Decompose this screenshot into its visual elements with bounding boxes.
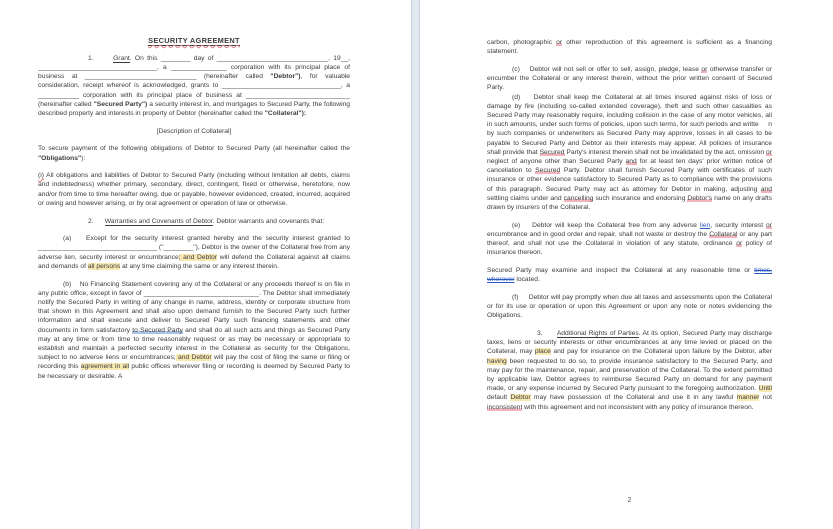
paragraph-inspection: Secured Party may examine and inspect the Collateral at any reasonable time or times, wherever located.	[487, 266, 772, 284]
paragraph-grant: 1. Grant. On this ________ day of ______________________________, 19__, ________________________________, a _______________ corporation with its principal place of business at ______________________________ (hereinafter called "Debtor"), for valuable consideration, receipt whereof is acknowledged, grants to ________________________________, a ___________ corporation with its principal place of business at ____________________________ (hereinafter called "Secured Party") a security interest in, and mortgages to Secured Party, the following described property and interests in property of Debtor (hereinafter called the "Collateral"):	[38, 54, 351, 117]
paragraph-obligations-intro: To secure payment of the following obligations of Debtor to Secured Party (all hereinafter called the "Obligations"):	[38, 145, 350, 162]
page-gutter	[411, 0, 420, 529]
paragraph-covenant-c: (c) Debtor will not sell or offer to sell, assign, pledge, lease or otherwise transfer or encumber the Collateral or any interest therein, without the prior written consent of Secured Party.	[487, 65, 773, 92]
document-page-1	[38, 0, 350, 529]
paragraph-warranties-heading: 2. Warranties and Covenants of Debtor. Debtor warrants and covenants that:	[88, 217, 325, 225]
paragraph-covenant-f: (f) Debtor will pay promptly when due all taxes and assessments upon the Collateral or for its use or operation or upon this Agreement or upon any note or notes evidencing the Obligations.	[487, 293, 772, 320]
document-title: SECURITY AGREEMENT	[148, 36, 240, 45]
paragraph-warranty-b: (b) No Financing Statement covering any of the Collateral or any proceeds thereof is on file in any public office, except in favor of _______________________________. The Debtor shall immediately notify the Secured Party in writing of any change in name, address, identity or corporate structure from that shown in this Agreement and shall also upon demand furnish to the Secured Party such further information and shall execute and deliver to Secured Party such financing statements and other documents in form satisfactory to Secured Party and shall do all such acts and things as Secured Party may at any time or from time to time reasonably request or as may be necessary or appropriate to establish and maintain a perfected security interest in the Collateral as security for the Obligations, subject to no adverse liens or encumbrances; and Debtor will pay the cost of filing the same or filing or recording this agreement in all public offices wherever filing or recording is deemed by Secured Party to be necessary or desirable. A	[38, 280, 351, 380]
paragraph-carbon-continuation: carbon, photographic or other reproduction of this agreement is sufficient as a financing statement.	[487, 39, 772, 56]
page-number: 2	[627, 497, 632, 504]
document-page-2	[487, 0, 772, 529]
paragraph-covenant-d: (d) Debtor shall keep the Collateral at all times insured against risks of loss or damage by fire (including so-called extended coverage), theft and such other casualties as Secured Party may reasonably require, including collision in the case of any motor vehicles, all in such amounts, under such forms of policies, upon such terms, for such periods and writte n by such companies or underwriters as Secured Party may approve, losses in all cases to be payable to Secured Party and Debtor as their interests may appear. All policies of insurance shall provide that Secured Party's interest therein shall not be invalidated by the act, omission or neglect of anyone other than Secured Party and for at least ten days' prior written notice of cancellation to Secured Party. Debtor shall furnish Secured Party with certificates of such insurance or other evidence satisfactory to Secured Party as to compliance with the provisions of this paragraph. Secured Party may act as attorney for Debtor in making, adjusting and settling claims under and cancelling such insurance and endorsing Debtor's name on any drafts drawn by insurers of the Collateral.	[487, 93, 773, 211]
collateral-description-placeholder: [Description of Collateral]	[156, 127, 232, 135]
paragraph-additional-rights: 3. Additional Rights of Parties. At its option, Secured Party may discharge taxes, liens or security interests or other encumbrances at any time levied or placed on the Collateral, may place and pay for insurance on the Collateral upon failure by the Debtor, after having been requested to do so, to provide insurance satisfactory to the Secured Party, and may pay for the maintenance, repair, and preservation of the Collateral. To the extent permitted by applicable law, Debtor agrees to reimburse Secured Party on demand for any payment made, or any expense incurred by Secured Party pursuant to the foregoing authorization. Until default Debtor may have possession of the Collateral and use it in any lawful manner not inconsistent with this agreement and not inconsistent with any policy of insurance thereon.	[487, 329, 773, 411]
paragraph-covenant-e: (e) Debtor will keep the Collateral free from any adverse lien, security interest or encumbrance and in good order and repair, shall not waste or destroy the Collateral or any part thereof, and shall not use the Collateral in violation of any statute, ordinance or policy of insurance thereon.	[487, 221, 773, 257]
paragraph-obligations-i: (i) All obligations and liabilities of Debtor to Secured Party (including without limitation all debts, claims and indebtedness) whether primary, secondary, direct, contingent, fixed or otherwise, heretofore, now and/or from time to time hereafter owing, due or payable, however evidenced, created, incurred, acquired or owing and however arising, or by oral agreement or operation of law or otherwise.	[38, 172, 350, 207]
paragraph-warranty-a: (a) Except for the security interest granted hereby and the security interest granted to ________________________________ ("________"), Debtor is the owner of the Collateral free from any adverse lien, security interest or encumbrance; and Debtor will defend the Collateral against all claims and demands of all persons at any time claiming the same or any interest therein.	[38, 235, 351, 270]
